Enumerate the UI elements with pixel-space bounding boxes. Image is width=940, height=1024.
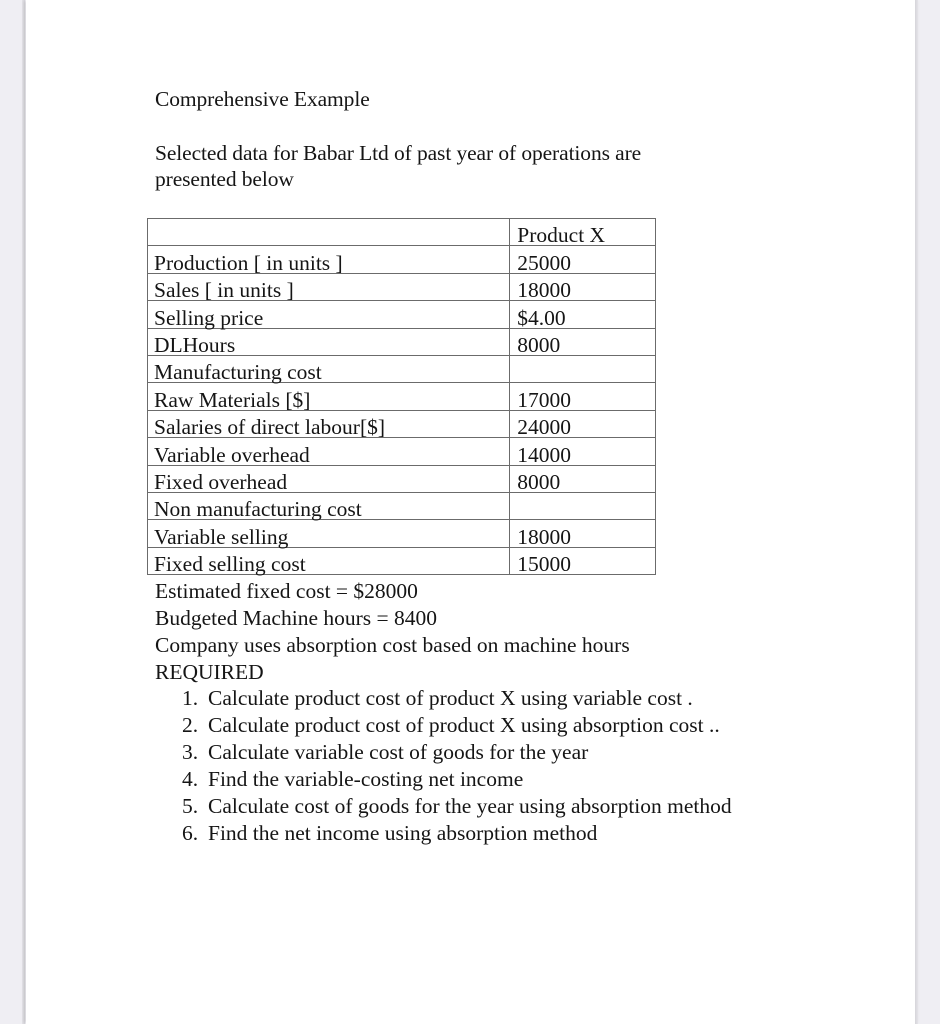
item-text: Calculate product cost of product X using absorption cost .. xyxy=(208,713,720,737)
item-number: 6. xyxy=(182,821,199,845)
absorption-basis-note: Company uses absorption cost based on machine hours xyxy=(155,633,630,657)
row-label: Fixed overhead xyxy=(148,465,510,492)
required-item xyxy=(182,685,732,712)
table-row xyxy=(148,383,656,410)
item-number: 1. xyxy=(182,686,199,710)
item-number: 4. xyxy=(182,767,199,791)
row-value xyxy=(510,492,656,519)
header-cell-label xyxy=(148,219,510,246)
required-item xyxy=(182,793,732,820)
row-value: 25000 xyxy=(510,246,656,273)
row-value: 24000 xyxy=(510,410,656,437)
table-row xyxy=(148,246,656,273)
row-value: 18000 xyxy=(510,520,656,547)
required-item xyxy=(182,820,732,847)
row-label: Variable selling xyxy=(148,520,510,547)
item-number: 3. xyxy=(182,740,199,764)
notes-block xyxy=(155,578,630,686)
row-value: 15000 xyxy=(510,547,656,574)
row-value: 14000 xyxy=(510,438,656,465)
table-row xyxy=(148,410,656,437)
required-item xyxy=(182,766,732,793)
row-value: $4.00 xyxy=(510,301,656,328)
row-label: Non manufacturing cost xyxy=(148,492,510,519)
header-cell-product-x: Product X xyxy=(510,219,656,246)
row-value: 8000 xyxy=(510,328,656,355)
page-right-edge xyxy=(915,0,918,1024)
row-value: 18000 xyxy=(510,273,656,300)
row-label: Selling price xyxy=(148,301,510,328)
data-table xyxy=(147,218,656,575)
row-value xyxy=(510,355,656,382)
table-row xyxy=(148,328,656,355)
estimated-fixed-cost-note: Estimated fixed cost = $28000 xyxy=(155,579,418,603)
table-row xyxy=(148,520,656,547)
item-text: Calculate variable cost of goods for the year xyxy=(208,740,589,764)
table-row xyxy=(148,355,656,382)
table-row xyxy=(148,273,656,300)
table-row xyxy=(148,438,656,465)
table-row xyxy=(148,492,656,519)
item-text: Calculate cost of goods for the year using absorption method xyxy=(208,794,732,818)
row-label: Manufacturing cost xyxy=(148,355,510,382)
page-left-edge xyxy=(22,0,25,1024)
row-label: Sales [ in units ] xyxy=(148,273,510,300)
row-label: DLHours xyxy=(148,328,510,355)
required-item xyxy=(182,712,732,739)
table-row xyxy=(148,301,656,328)
intro-paragraph: Selected data for Babar Ltd of past year of operations are presented below xyxy=(155,141,642,191)
required-list xyxy=(182,685,732,847)
item-text: Find the net income using absorption method xyxy=(208,821,598,845)
budgeted-machine-hours-note: Budgeted Machine hours = 8400 xyxy=(155,606,438,630)
row-label: Variable overhead xyxy=(148,438,510,465)
required-heading: REQUIRED xyxy=(155,660,264,684)
row-label: Salaries of direct labour[$] xyxy=(148,410,510,437)
row-label: Raw Materials [$] xyxy=(148,383,510,410)
item-number: 5. xyxy=(182,794,199,818)
row-value: 8000 xyxy=(510,465,656,492)
row-value: 17000 xyxy=(510,383,656,410)
row-label: Fixed selling cost xyxy=(148,547,510,574)
table-row xyxy=(148,465,656,492)
table-header-row xyxy=(148,219,656,246)
item-text: Calculate product cost of product X using variable cost . xyxy=(208,686,693,710)
table-row xyxy=(148,547,656,574)
item-text: Find the variable-costing net income xyxy=(208,767,524,791)
required-item xyxy=(182,739,732,766)
document-title: Comprehensive Example xyxy=(155,87,370,111)
row-label: Production [ in units ] xyxy=(148,246,510,273)
item-number: 2. xyxy=(182,713,199,737)
